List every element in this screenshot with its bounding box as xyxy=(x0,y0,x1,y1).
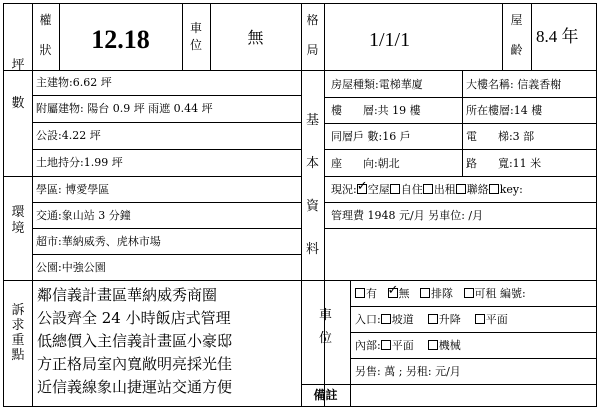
park-info: 公園:中強公園 xyxy=(36,261,106,274)
appeal-line: 鄰信義計畫區華納威秀商圈 xyxy=(37,286,218,304)
annex-area: 附屬建物: 陽台 0.9 坪 雨遮 0.44 坪 xyxy=(36,102,213,115)
parking-checkbox-yes[interactable] xyxy=(355,288,365,298)
total-floors: 樓 層:共 19 樓 xyxy=(331,104,421,117)
appeal-section-label: 訴 求 重 點 xyxy=(11,303,25,363)
header-divider xyxy=(4,70,596,71)
building-name: 大樓名稱: 信義香榭 xyxy=(466,78,562,91)
parking-checkbox-none[interactable] xyxy=(388,288,398,298)
quan-zhuang-value: 12.18 xyxy=(91,25,150,54)
parking-checkbox-queue[interactable] xyxy=(420,288,430,298)
appeal-line: 低總價入主信義計畫區小豪邸 xyxy=(37,332,233,350)
status-checkbox-contact[interactable] xyxy=(456,184,466,194)
ping-shu-section-label: 坪 數 xyxy=(11,58,25,111)
parking-interior-row: 內部: 平面 機械 xyxy=(355,339,461,352)
land-share-area: 土地持分:1.99 坪 xyxy=(36,156,123,169)
market-info: 超市:華納威秀、虎林市場 xyxy=(36,235,161,248)
appeal-line: 方正格局室內寬敞明亮採光佳 xyxy=(37,355,233,373)
ge-ju-value: 1/1/1 xyxy=(369,29,411,51)
floor-located: 所在樓層:14 樓 xyxy=(466,104,543,117)
remarks-field[interactable] xyxy=(351,385,595,405)
parking-section-label: 車 位 xyxy=(318,308,332,346)
school-district: 學區: 博愛學區 xyxy=(36,183,110,196)
che-wei-value: 無 xyxy=(247,28,264,47)
house-type: 房屋種類:電梯華廈 xyxy=(331,78,423,91)
parking-entrance-row: 入口: 坡道 升降 平面 xyxy=(355,313,508,326)
interior-checkbox-flat[interactable] xyxy=(381,340,391,350)
parking-sale-rent: 另售: 萬 ; 另租: 元/月 xyxy=(355,365,461,378)
appeal-line: 近信義線象山捷運站交通方便 xyxy=(37,378,233,396)
appeal-line: 公設齊全 24 小時飯店式管理 xyxy=(37,309,231,327)
wu-ling-value: 8.4 年 xyxy=(536,27,579,46)
road-width: 路 寬:11 米 xyxy=(466,157,542,170)
main-building-area: 主建物:6.62 坪 xyxy=(36,76,112,89)
remarks-label: 備註 xyxy=(313,388,338,402)
environment-section-label: 環 境 xyxy=(11,205,25,236)
status-checkbox-self-occupied[interactable] xyxy=(390,184,400,194)
ge-ju-label: 格 局 xyxy=(306,13,319,57)
che-wei-label: 車 位 xyxy=(189,21,202,52)
orientation: 座 向:朝北 xyxy=(331,157,400,170)
transport-info: 交通:象山站 3 分鐘 xyxy=(36,209,131,222)
entrance-checkbox-lift[interactable] xyxy=(428,314,438,324)
entrance-checkbox-ramp[interactable] xyxy=(381,314,391,324)
parking-availability-row: 有 ✓ 無 排隊 可租 編號: xyxy=(355,288,526,299)
status-checkbox-rented[interactable] xyxy=(423,184,433,194)
interior-checkbox-mechanical[interactable] xyxy=(428,340,438,350)
status-row: 現況:✓ 空屋 自住 出租 聯絡 key: xyxy=(331,184,523,195)
property-sheet xyxy=(3,3,597,407)
basic-info-section-label: 基 本 資 料 xyxy=(305,113,319,257)
parking-checkbox-rentable[interactable] xyxy=(464,288,474,298)
elevator-count: 電 梯:3 部 xyxy=(466,130,535,143)
households-per-floor: 同層戶 數:16 戶 xyxy=(331,130,411,143)
public-area: 公設:4.22 坪 xyxy=(36,129,101,142)
status-label: 現況: xyxy=(331,183,357,196)
quan-zhuang-label: 權 狀 xyxy=(39,13,52,57)
entrance-checkbox-flat[interactable] xyxy=(475,314,485,324)
management-fee: 管理費 1948 元/月 另車位: /月 xyxy=(331,209,484,222)
wu-ling-label: 屋 齡 xyxy=(510,13,523,57)
status-checkbox-vacant[interactable] xyxy=(357,184,367,194)
status-checkbox-key[interactable] xyxy=(489,184,499,194)
